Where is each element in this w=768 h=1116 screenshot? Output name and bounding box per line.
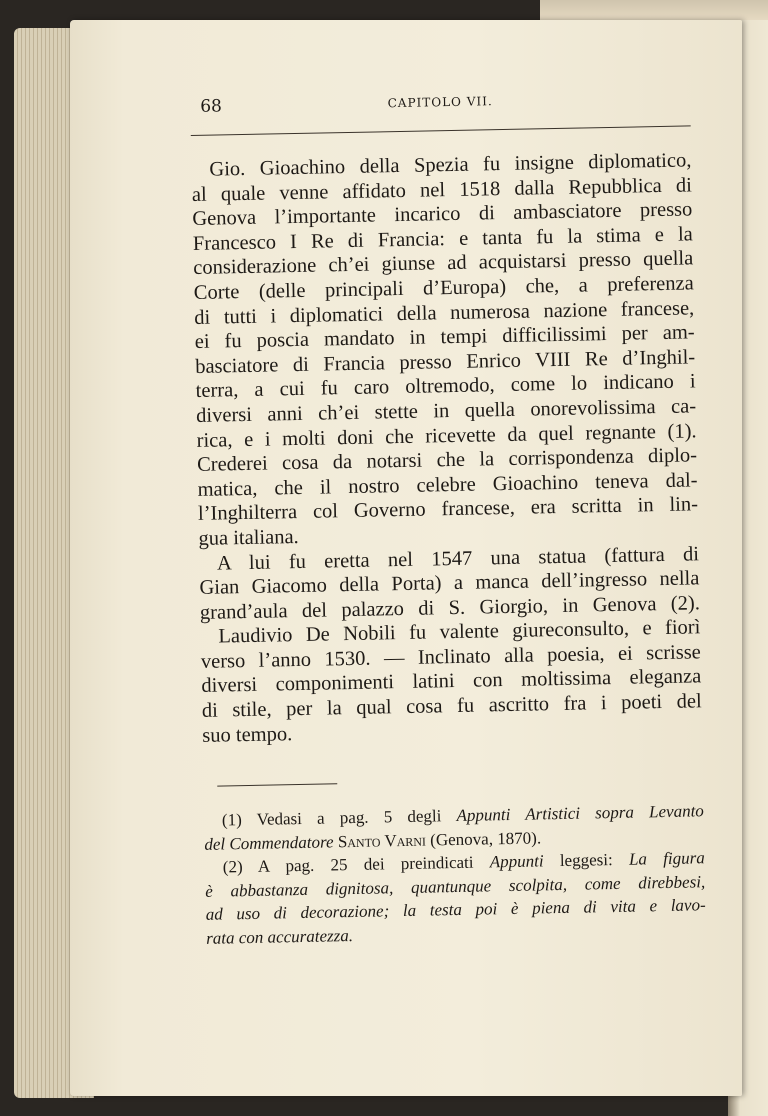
page-content: [190, 85, 706, 950]
body-line: ei fu poscia mandato in tempi difficilissimi per am-: [194, 321, 695, 354]
footnote-segment: (Genova, 1870).: [425, 828, 542, 850]
background-page-strip: [540, 0, 768, 22]
footnote-segment: (2) A pag. 25 dei preindicati: [222, 852, 490, 877]
body-line: l’Inghilterra col Governo francese, era scritta in lin-: [197, 493, 699, 526]
footnote-segment: è abbastanza dignitosa, quantunque scolpita, come direbbesi,: [205, 872, 706, 901]
body-line: grand’aula del palazzo di S. Giorgio, in Genova (2).: [199, 591, 701, 624]
body-line: Gian Giacomo della Porta) a manca dell’ingresso nella: [199, 567, 700, 600]
footnote-segment: Appunti: [489, 851, 544, 872]
body-line: Genova l’importante incarico di ambasciatore presso: [192, 198, 693, 231]
body-line: matica, che il nostro celebre Gioachino teneva dal-: [197, 469, 698, 501]
footnote-rule: [217, 784, 337, 787]
body-line: basciatore di Francia presso Enrico VIII Re d’Inghil-: [195, 346, 696, 378]
body-line: rica, e i molti doni che ricevette da quel regnante (1).: [196, 419, 697, 452]
chapter-title: CAPITOLO VII.: [387, 94, 493, 111]
book-page: [70, 20, 742, 1096]
body-line: diversi componimenti latini con moltissima eleganza: [201, 665, 702, 698]
body-line: Francesco I Re di Francia: e tanta fu la stima e la: [192, 223, 693, 255]
body-line: A lui fu eretta nel 1547 una statua (fattura di: [216, 542, 700, 575]
footnote-segment: ad uso di decorazione; la testa poi è piena di vita e lavo-: [205, 895, 706, 925]
body-line: Gio. Gioachino della Spezia fu insigne diplomatico,: [209, 149, 692, 181]
footnote-segment: Santo Varni: [337, 830, 427, 852]
body-line: terra, a cui fu caro oltremodo, come lo indicano i: [195, 370, 696, 403]
body-line: considerazione ch’ei giunse ad acquistarsi presso quella: [193, 247, 694, 280]
body-line: Corte (delle principali d’Europa) che, a preferenza: [193, 272, 694, 304]
header-rule: [191, 125, 691, 136]
footnote-segment: del Commendatore: [204, 832, 339, 854]
footnote-segment: Appunti Artistici sopra Levanto: [456, 801, 705, 826]
footnotes: [204, 800, 707, 951]
body-line: Crederei cosa da notarsi che la corrispondenza diplo-: [196, 444, 698, 477]
body-line: Laudivio De Nobili fu valente giureconsulto, e fiorì: [218, 616, 701, 648]
body-line: suo tempo.: [202, 722, 293, 747]
page-number: 68: [200, 96, 223, 117]
body-line: di stile, per la qual cosa fu ascritto fra i poeti del: [201, 690, 702, 722]
body-text: [191, 148, 702, 748]
body-line: di tutti i diplomatici della numerosa nazione francese,: [194, 296, 695, 329]
body-line: gua italiana.: [198, 525, 299, 550]
footnote-segment: (1) Vedasi a pag. 5 degli: [221, 806, 457, 830]
running-header: [190, 85, 690, 125]
footnote-segment: rata con accuratezza.: [206, 925, 354, 948]
footnote-segment: La figura: [628, 848, 705, 869]
body-line: verso l’anno 1530. — Inclinato alla poesia, ei scrisse: [200, 641, 702, 673]
body-line: al quale venne affidato nel 1518 dalla Repubblica di: [191, 173, 693, 206]
body-line: diversi anni ch’ei stette in quella onorevolissima ca-: [195, 395, 697, 427]
footnote-segment: leggesi:: [543, 849, 630, 871]
